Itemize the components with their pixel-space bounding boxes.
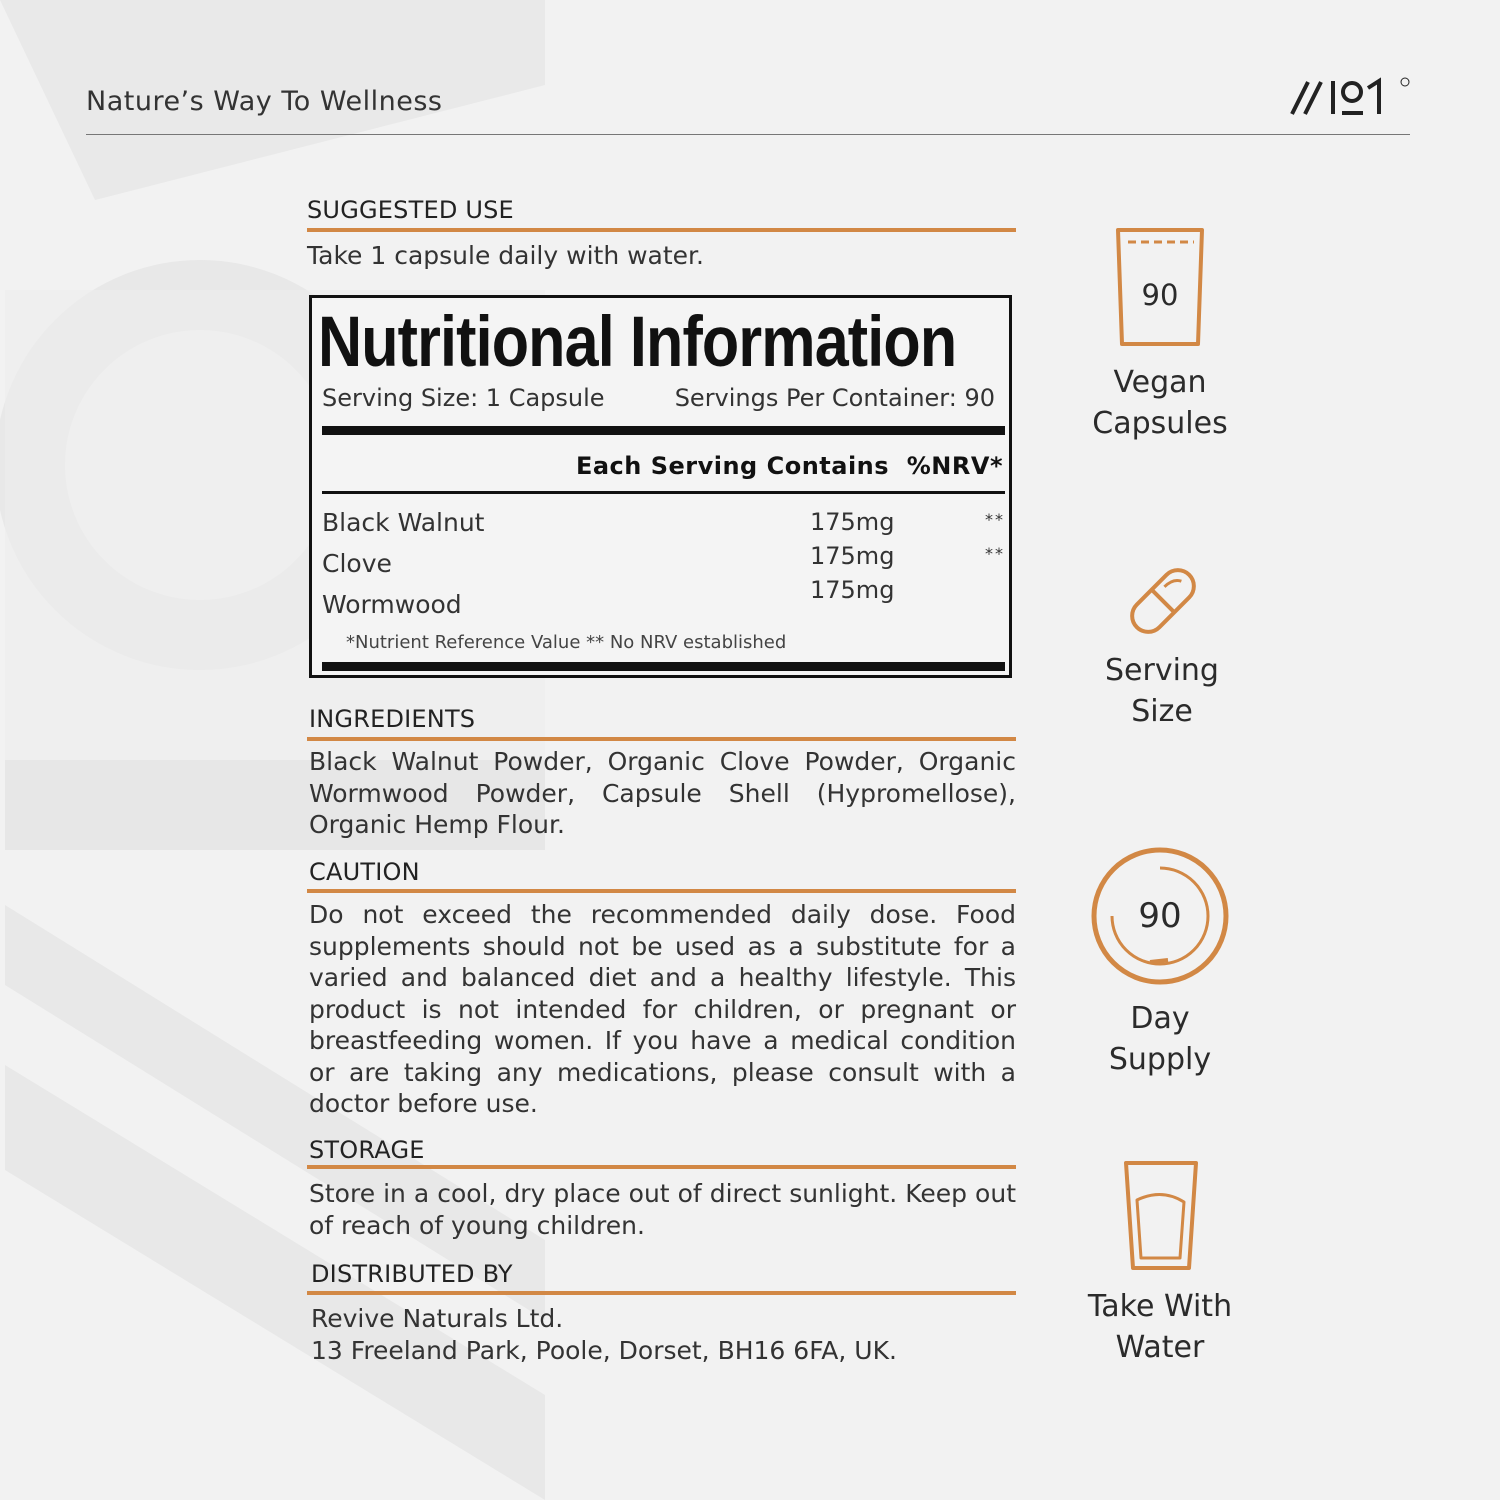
feature-label-line: Serving	[1105, 653, 1219, 688]
serving-size-text: Serving Size: 1 Capsule	[322, 384, 605, 412]
nutrition-row	[322, 508, 1005, 542]
nutrient-amount: 175mg	[810, 542, 895, 570]
glass-of-water-icon	[1122, 1160, 1200, 1272]
capsule-icon	[1120, 558, 1206, 644]
nutrient-name: Black Walnut	[322, 508, 485, 537]
distributed-by-title: DISTRIBUTED BY	[311, 1260, 513, 1288]
take-with-water-label	[1050, 1286, 1270, 1368]
storage-text: Store in a cool, dry place out of direct sunlight. Keep out of reach of young children.	[309, 1179, 1016, 1240]
storage-divider	[307, 1165, 1016, 1169]
pouch-count: 90	[1141, 278, 1179, 312]
caution-title: CAUTION	[309, 858, 420, 886]
nutrition-row	[322, 542, 1005, 583]
nutrient-name: Clove	[322, 549, 392, 578]
caution-divider	[307, 889, 1016, 893]
nutrition-thin-rule	[322, 491, 1005, 494]
day-supply-label	[1050, 998, 1270, 1080]
feature-label-line: Take With	[1087, 1289, 1233, 1324]
nutrition-footnote: *Nutrient Reference Value ** No NRV established	[346, 632, 787, 653]
distributed-by-divider	[307, 1291, 1016, 1295]
nutrition-column-header: Each Serving Contains %NRV*	[575, 452, 1003, 480]
caution-text: Do not exceed the recommended daily dose. Food supplements should not be used as a substitute for a varied and balanced diet and a healthy lifestyle. This product is not intended for children, or pregnant or breastfeeding women. If you have a medical condition or are taking any medications, please consult with a doctor before use.	[309, 900, 1016, 1118]
nutrient-nrv: **	[985, 510, 1005, 529]
tagline: Nature’s Way To Wellness	[86, 86, 443, 117]
nutrient-amount: 175mg	[810, 576, 895, 604]
distributor-name: Revive Naturals Ltd.	[311, 1304, 564, 1333]
header-divider	[86, 134, 1410, 135]
brand-logo	[1288, 72, 1412, 120]
vegan-capsules-label	[1050, 362, 1270, 444]
nutrient-name: Wormwood	[322, 590, 462, 619]
serving-size-label	[1052, 650, 1272, 732]
nutrition-bottom-rule	[322, 662, 1005, 671]
feature-label-line: Water	[1115, 1330, 1205, 1365]
nutrient-amount: 175mg	[810, 508, 895, 536]
suggested-use-divider	[307, 228, 1016, 232]
dial-count: 90	[1138, 896, 1182, 936]
feature-label-line: Size	[1131, 694, 1193, 729]
servings-per-container-text: Servings Per Container: 90	[674, 384, 995, 412]
feature-label-line: Supply	[1108, 1042, 1212, 1077]
feature-label-line: Capsules	[1092, 406, 1228, 441]
suggested-use-text: Take 1 capsule daily with water.	[307, 241, 704, 270]
nutrition-panel	[309, 295, 1012, 678]
suggested-use-title: SUGGESTED USE	[307, 196, 514, 224]
nutrition-thick-rule	[322, 426, 1005, 435]
nutrient-nrv: **	[985, 544, 1005, 563]
storage-title: STORAGE	[309, 1136, 425, 1164]
nutrition-row	[322, 576, 1005, 624]
feature-label-line: Vegan	[1113, 365, 1207, 400]
ingredients-text: Black Walnut Powder, Organic Clove Powder, Organic Wormwood Powder, Capsule Shell (Hypromellose), Organic Hemp Flour.	[309, 747, 1016, 839]
distributor-address: 13 Freeland Park, Poole, Dorset, BH16 6FA, UK.	[311, 1336, 897, 1365]
nutrition-title: Nutritional Information	[318, 303, 957, 382]
feature-label-line: Day	[1130, 1001, 1190, 1036]
ingredients-divider	[307, 737, 1016, 741]
ingredients-title: INGREDIENTS	[309, 705, 476, 733]
